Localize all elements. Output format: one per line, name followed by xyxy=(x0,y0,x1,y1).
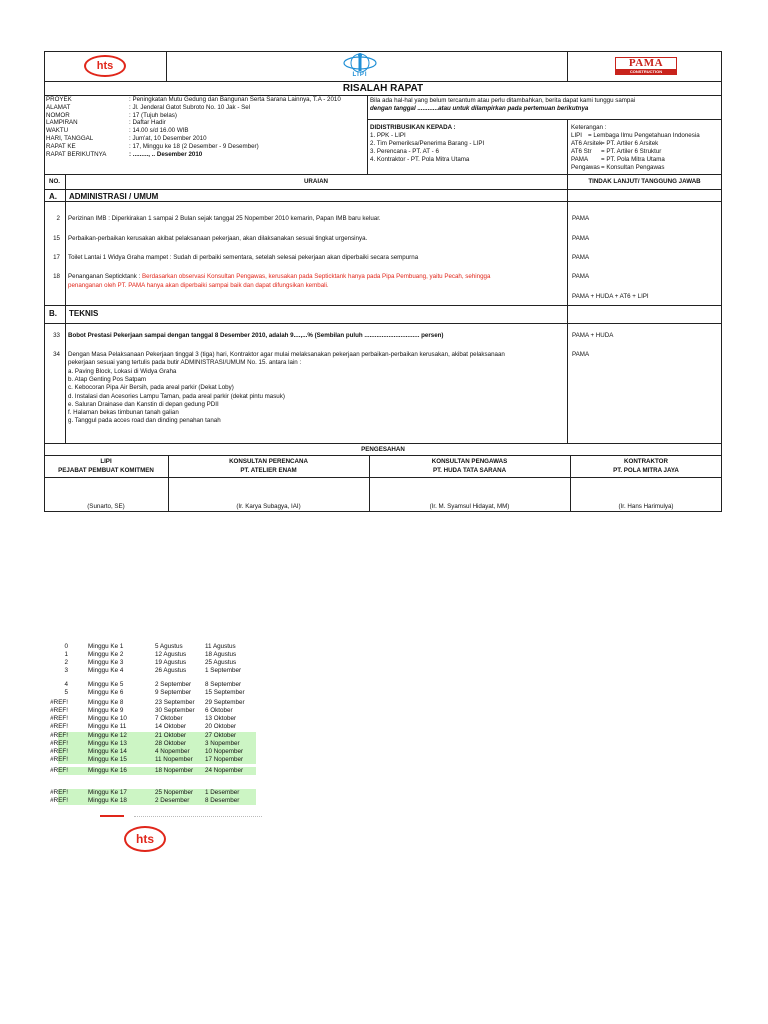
schedule-start-date: 23 September xyxy=(155,699,195,706)
schedule-week: Minggu Ke 3 xyxy=(88,659,124,666)
item-lead: Penanganan Septicktank : xyxy=(68,273,142,280)
keterangan-key: AT6 Arsitek xyxy=(571,140,603,147)
keterangan-value: = Konsultan Pengawas xyxy=(601,164,665,171)
schedule-row xyxy=(58,659,256,667)
schedule-start-date: 4 Nopember xyxy=(155,748,190,755)
schedule-week: Minggu Ke 2 xyxy=(88,651,124,658)
schedule-week: Minggu Ke 1 xyxy=(88,643,124,650)
schedule-row xyxy=(50,740,256,748)
page-title: RISALAH RAPAT xyxy=(342,83,424,94)
schedule-end-date: 13 Oktober xyxy=(205,715,237,722)
item-number: 18 xyxy=(53,273,60,280)
item-number: 34 xyxy=(53,351,60,358)
item-text-line: e. Saluran Drainase dan Kanstin di depan gedung PDII xyxy=(68,400,219,408)
schedule-week: Minggu Ke 4 xyxy=(88,667,124,674)
signatory-org: PEJABAT PEMBUAT KOMITMEN xyxy=(58,467,154,474)
info-value: : ........., .. Desember 2010 xyxy=(129,150,203,158)
note-line-2: dengan tanggal ............atau untuk dilampirkan pada pertemuan berikutnya xyxy=(370,105,589,112)
info-label: ALAMAT xyxy=(46,103,71,111)
schedule-index: #REF! xyxy=(50,732,68,739)
info-value: : Jl. Jenderal Gatot Subroto No. 10 Jak - Sel xyxy=(129,103,251,111)
info-label: RAPAT BERIKUTNYA xyxy=(46,150,107,158)
schedule-end-date: 17 Nopember xyxy=(205,756,244,763)
schedule-index: #REF! xyxy=(50,748,68,755)
info-value: : Daftar Hadir xyxy=(129,119,166,127)
info-label: PROYEK xyxy=(46,96,72,103)
schedule-week: Minggu Ke 12 xyxy=(88,732,127,739)
schedule-week: Minggu Ke 11 xyxy=(88,723,127,730)
pama-logo-subtext: CONSTRUCTION xyxy=(616,69,676,74)
signatory-org: PT. ATELIER ENAM xyxy=(240,467,297,474)
schedule-row xyxy=(58,667,256,675)
schedule-row xyxy=(50,707,256,715)
item-responsibility: PAMA xyxy=(572,235,590,242)
schedule-start-date: 26 Agustus xyxy=(155,667,187,674)
item-text-line: d. Instalasi dan Acesories Lampu Taman, pada areal parkir (dekat pintu masuk) xyxy=(68,392,285,400)
schedule-index: 2 xyxy=(64,659,68,666)
divider xyxy=(65,174,66,443)
divider xyxy=(367,95,368,174)
schedule-row xyxy=(50,767,256,775)
schedule-index: #REF! xyxy=(50,756,68,763)
schedule-start-date: 2 September xyxy=(155,681,192,688)
signatory-name: (Ir. M. Syamsul Hidayat, MM) xyxy=(429,503,510,510)
divider xyxy=(44,323,722,324)
item-text: Perizinan IMB : Diperkirakan 1 sampai 2 Bulan sejak tanggal 25 Nopember 2010 kemarin, Papan IMB baru keluar. xyxy=(68,215,381,222)
keterangan-key: Pengawas xyxy=(571,164,600,171)
item-responsibility: PAMA + HUDA + AT6 + LIPI xyxy=(572,293,649,300)
signatory-org: PT. POLA MITRA JAYA xyxy=(613,467,679,474)
schedule-week: Minggu Ke 13 xyxy=(88,740,127,747)
schedule-end-date: 3 Nopember xyxy=(205,740,240,747)
signatory-role: LIPI xyxy=(100,458,112,465)
keterangan-key: PAMA xyxy=(571,156,589,163)
keterangan-key: AT6 Str xyxy=(571,148,592,155)
schedule-index: #REF! xyxy=(50,707,68,714)
schedule-week: Minggu Ke 17 xyxy=(88,789,127,796)
divider xyxy=(367,119,722,120)
schedule-start-date: 19 Agustus xyxy=(155,659,187,666)
info-value: : 14.00 s/d 16.00 WIB xyxy=(129,127,189,135)
divider xyxy=(44,443,722,444)
schedule-index: #REF! xyxy=(50,699,68,706)
schedule-week: Minggu Ke 18 xyxy=(88,797,127,804)
item-text-line: b. Atap Genting Pos Satpam xyxy=(68,375,147,383)
schedule-end-date: 6 Oktober xyxy=(205,707,233,714)
schedule-row xyxy=(50,715,256,723)
schedule-row xyxy=(50,732,256,740)
schedule-index: 4 xyxy=(64,681,68,688)
signatory-org: PT. HUDA TATA SARANA xyxy=(432,467,507,474)
schedule-week: Minggu Ke 9 xyxy=(88,707,124,714)
schedule-index: 5 xyxy=(64,689,68,696)
schedule-start-date: 18 Nopember xyxy=(155,767,194,774)
divider xyxy=(166,51,167,81)
schedule-week: Minggu Ke 6 xyxy=(88,689,124,696)
divider xyxy=(567,174,568,443)
schedule-index: #REF! xyxy=(50,723,68,730)
schedule-week: Minggu Ke 16 xyxy=(88,767,127,774)
schedule-end-date: 27 Oktober xyxy=(205,732,237,739)
pama-logo xyxy=(615,57,677,75)
keterangan-value: = Lembaga Ilmu Pengetahuan Indonesia xyxy=(588,132,700,139)
divider xyxy=(44,189,722,190)
schedule-index: #REF! xyxy=(50,740,68,747)
item-text-line: a. Paving Block, Lokasi di Widya Graha xyxy=(68,367,177,375)
hts-logo: hts xyxy=(124,826,166,852)
distribution-item: 3. Perencana - PT. AT - 6 xyxy=(370,148,439,155)
divider xyxy=(44,455,722,456)
distribution-title: DIDISTRIBUSIKAN KEPADA : xyxy=(370,124,456,131)
section-b-title: TEKNIS xyxy=(69,309,99,318)
item-highlight: penanganan oleh PT. PAMA hanya akan diperbaiki sampai baik dan dapat difungsikan kembali. xyxy=(68,282,329,289)
schedule-start-date: 9 September xyxy=(155,689,192,696)
schedule-end-date: 24 Nopember xyxy=(205,767,244,774)
schedule-end-date: 20 Oktober xyxy=(205,723,237,730)
divider xyxy=(44,201,722,202)
item-text-line: Dengan Masa Pelaksanaan Pekerjaan tinggal 3 (tiga) hari, Kontraktor agar mulai melaksanakan pekerjaan perbaikan-perbaikan kerusakan, akibat pelaksanaan xyxy=(68,351,505,358)
schedule-index: 3 xyxy=(64,667,68,674)
schedule-end-date: 1 Desember xyxy=(205,789,240,796)
schedule-start-date: 21 Oktober xyxy=(155,732,187,739)
week-schedule xyxy=(50,643,258,813)
info-label: LAMPIRAN xyxy=(46,119,78,127)
divider xyxy=(44,477,722,478)
schedule-week: Minggu Ke 5 xyxy=(88,681,124,688)
item-number: 2 xyxy=(56,215,60,222)
divider xyxy=(44,174,722,175)
info-label: RAPAT KE xyxy=(46,142,76,150)
section-a-letter: A. xyxy=(49,192,57,201)
signatory-role: KONTRAKTOR xyxy=(624,458,668,465)
section-b-letter: B. xyxy=(49,309,57,318)
schedule-start-date: 30 September xyxy=(155,707,195,714)
divider xyxy=(100,815,124,817)
divider xyxy=(567,51,568,81)
schedule-row xyxy=(58,643,256,651)
item-text-line: pekerjaan sesuai yang tertulis pada butir ADMINISTRASI/UMUM No. 15. antara lain : xyxy=(68,359,302,367)
info-label: WAKTU xyxy=(46,127,69,135)
schedule-start-date: 25 Nopember xyxy=(155,789,194,796)
schedule-start-date: 11 Nopember xyxy=(155,756,193,763)
schedule-row xyxy=(50,723,256,731)
schedule-row xyxy=(58,681,256,689)
schedule-week: Minggu Ke 14 xyxy=(88,748,127,755)
distribution-item: 1. PPK - LIPI xyxy=(370,132,406,139)
signatory-name: (Sunarto, SE) xyxy=(87,503,125,510)
item-responsibility: PAMA xyxy=(572,351,590,358)
item-number: 17 xyxy=(53,254,60,261)
column-header-no: NO. xyxy=(48,178,60,185)
item-highlight: Berdasarkan observasi Konsultan Pengawas, kerusakan pada Septicktank hanya pada Pipa Pembuang, yaitu Pecah, sehingga xyxy=(141,273,491,280)
schedule-row xyxy=(50,748,256,756)
schedule-end-date: 25 Agustus xyxy=(205,659,237,666)
item-number: 33 xyxy=(53,332,60,339)
lipi-logo xyxy=(340,53,380,80)
schedule-index: #REF! xyxy=(50,715,68,722)
item-responsibility: PAMA xyxy=(572,215,590,222)
schedule-start-date: 12 Agustus xyxy=(155,651,187,658)
schedule-index: #REF! xyxy=(50,789,68,796)
distribution-item: 4. Kontraktor - PT. Pola Mitra Utama xyxy=(370,156,470,163)
schedule-end-date: 11 Agustus xyxy=(205,643,236,650)
item-text: Perbaikan-perbaikan kerusakan akibat pelaksanaan pekerjaan, akan dilaksanakan sesuai tingkat urgensinya. xyxy=(68,235,368,242)
schedule-row xyxy=(50,699,256,707)
schedule-start-date: 2 Desember xyxy=(155,797,190,804)
column-header-uraian: URAIAN xyxy=(303,178,329,185)
schedule-end-date: 15 September xyxy=(205,689,245,696)
pengesahan-title: PENGESAHAN xyxy=(361,446,405,453)
keterangan-value: = PT. Pola Mitra Utama xyxy=(601,156,665,163)
schedule-start-date: 5 Agustus xyxy=(155,643,183,650)
schedule-row xyxy=(58,651,256,659)
divider xyxy=(134,816,262,817)
pama-logo-text: PAMA xyxy=(628,57,664,69)
keterangan-title: Keterangan : xyxy=(571,124,607,131)
schedule-row xyxy=(58,689,256,697)
info-value: : Peningkatan Mutu Gedung dan Bangunan Serta Sarana Lainnya, T.A - 2010 xyxy=(129,96,341,103)
schedule-start-date: 28 Oktober xyxy=(155,740,187,747)
keterangan-value: = PT. Artiler 6 Arsitek xyxy=(601,140,659,147)
schedule-index: 1 xyxy=(64,651,68,658)
schedule-end-date: 8 Desember xyxy=(205,797,240,804)
schedule-start-date: 14 Oktober xyxy=(155,723,187,730)
schedule-end-date: 1 September xyxy=(205,667,242,674)
item-responsibility: PAMA + HUDA xyxy=(572,332,614,339)
keterangan-key: LIPI xyxy=(571,132,583,139)
schedule-row xyxy=(50,789,256,797)
keterangan-value: = PT. Artiler 6 Struktur xyxy=(601,148,662,155)
schedule-index: 0 xyxy=(64,643,68,650)
schedule-index: #REF! xyxy=(50,767,68,774)
schedule-row xyxy=(50,756,256,764)
info-value: : Jum'at, 10 Desember 2010 xyxy=(129,135,207,142)
signatory-name: (Ir. Hans Harimulya) xyxy=(618,503,674,510)
info-value: : 17, Minggu ke 18 (2 Desember - 9 Desember) xyxy=(129,142,259,150)
info-label: NOMOR xyxy=(46,111,70,119)
info-value: : 17 (Tujuh belas) xyxy=(129,111,177,119)
schedule-row xyxy=(50,797,256,805)
section-a-title: ADMINISTRASI / UMUM xyxy=(69,192,159,201)
item-text: Toilet Lantai 1 Widya Graha mampet : Sudah di perbaiki sementara, setelah selesai pekerjaan akan diperbaiki secara sempurna xyxy=(68,254,419,261)
signatory-name: (Ir. Karya Subagya, IAI) xyxy=(236,503,301,510)
schedule-start-date: 7 Oktober xyxy=(155,715,183,722)
schedule-index: #REF! xyxy=(50,797,68,804)
item-text: Bobot Prestasi Pekerjaan sampai dengan tanggal 8 Desember 2010, adalah 9....,...% (Sembilan puluh ................................ persen) xyxy=(68,332,444,339)
schedule-week: Minggu Ke 10 xyxy=(88,715,127,722)
schedule-end-date: 10 Nopember xyxy=(205,748,244,755)
item-number: 15 xyxy=(53,235,60,242)
divider xyxy=(44,305,722,306)
item-responsibility: PAMA xyxy=(572,273,590,280)
hts-logo: hts xyxy=(84,55,126,77)
schedule-week: Minggu Ke 8 xyxy=(88,699,124,706)
divider xyxy=(567,119,568,174)
note-line-1: Bila ada hal-hal yang belum tercantum atau perlu ditambahkan, berita dapat kami tunggu sampai xyxy=(370,97,636,104)
item-text-line: g. Tanggul pada acces road dan dinding penahan tanah xyxy=(68,417,221,425)
info-label: HARI, TANGGAL xyxy=(46,135,94,142)
item-text xyxy=(68,273,490,281)
schedule-week: Minggu Ke 15 xyxy=(88,756,127,763)
item-text-line: c. Kebocoran Pipa Air Bersih, pada areal parkir (Dekat Loby) xyxy=(68,384,234,392)
schedule-end-date: 18 Agustus xyxy=(205,651,237,658)
signatory-role: KONSULTAN PENGAWAS xyxy=(431,458,508,465)
item-text-line: f. Halaman bekas timbunan tanah galian xyxy=(68,409,179,417)
signatory-role: KONSULTAN PERENCANA xyxy=(229,458,308,465)
column-header-tindak-lanjut: TINDAK LANJUT/ TANGGUNG JAWAB xyxy=(588,178,701,185)
item-responsibility: PAMA xyxy=(572,254,590,261)
schedule-end-date: 29 September xyxy=(205,699,245,706)
lipi-caption: LIPI xyxy=(352,72,368,78)
schedule-end-date: 8 September xyxy=(205,681,242,688)
distribution-item: 2. Tim Pemeriksa/Penerima Barang - LIPI xyxy=(370,140,485,147)
